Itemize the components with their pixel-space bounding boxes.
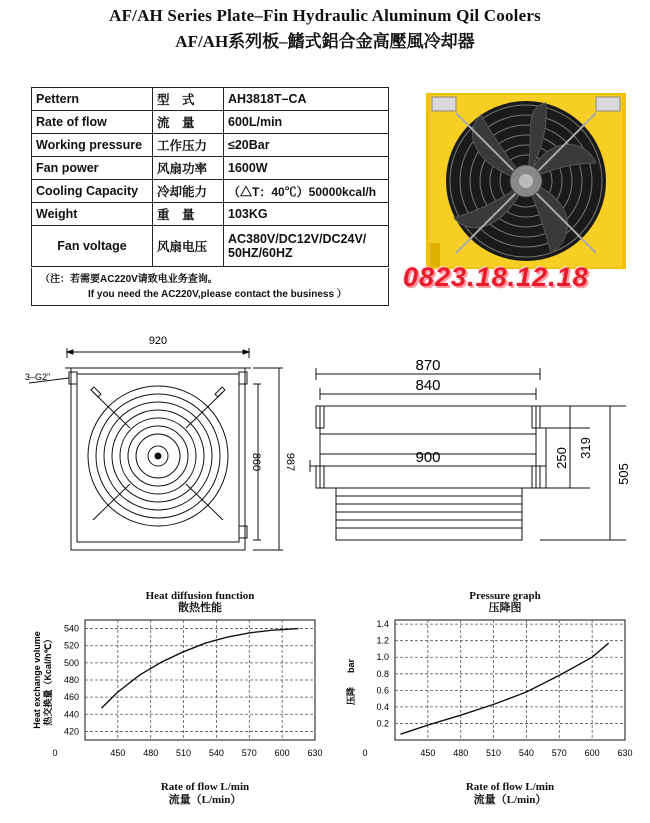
y-tick-label: 500 (63, 657, 79, 668)
spec-label-cn: 风扇电压 (153, 226, 224, 267)
spec-label-cn: 冷却能力 (153, 180, 224, 203)
spec-row (32, 134, 389, 157)
spec-label-en: Fan voltage (32, 226, 153, 267)
spec-note (31, 268, 389, 306)
spec-row (32, 157, 389, 180)
x-tick-label: 0 (362, 748, 368, 758)
spec-row (32, 111, 389, 134)
spec-label-en: Working pressure (32, 134, 153, 157)
y-tick-label: 0.8 (376, 668, 389, 679)
y-axis-label-en: Heat exchange volume (32, 631, 42, 729)
spec-label-cn: 流 量 (153, 111, 224, 134)
chart1-title-cn: 散热性能 (178, 602, 222, 614)
port-label: 3–G2” (25, 372, 51, 382)
chart2-xlabel-en: Rate of flow L/min (465, 781, 555, 793)
dim-width: 920 (148, 335, 168, 347)
spec-value: 1600W (224, 157, 389, 180)
chart1-xlabel-en: Rate of flow L/min (160, 781, 250, 793)
dim-height-outer: 987 (284, 452, 296, 472)
spec-label-cn: 风扇功率 (153, 157, 224, 180)
plot-frame (395, 620, 625, 740)
spec-label-en: Rate of flow (32, 111, 153, 134)
y-axis-label-en: bar (346, 658, 356, 674)
spec-label-cn: 型 式 (153, 88, 224, 111)
spec-value: 600L/min (224, 111, 389, 134)
x-tick-label: 450 (420, 748, 436, 758)
x-tick-label: 0 (52, 748, 58, 758)
x-tick-label: 600 (274, 748, 290, 758)
x-tick-label: 540 (208, 748, 224, 758)
title-chinese: AF/AH系列板–鰭式鋁合金高壓風冷却器 (175, 32, 475, 51)
front-view-drawing (25, 328, 305, 568)
spec-row (32, 88, 389, 111)
series-line (101, 629, 298, 709)
y-tick-label: 1.4 (376, 619, 389, 630)
spec-label-en: Weight (32, 203, 153, 226)
product-photo (426, 93, 626, 269)
dim-mid-900: 900 (415, 449, 441, 466)
pressure-chart (340, 612, 640, 772)
dim-top-840: 840 (415, 377, 441, 394)
x-tick-label: 630 (617, 748, 633, 758)
y-tick-label: 540 (63, 623, 79, 634)
heat-diffusion-chart (30, 612, 330, 772)
y-tick-label: 0.2 (376, 718, 389, 729)
spec-table (31, 87, 389, 267)
x-tick-label: 450 (110, 748, 126, 758)
y-axis-label-cn: 压降 (346, 686, 356, 706)
note-en: If you need the AC220V,please contact the business ） (88, 289, 347, 300)
spec-value-line1: AC380V/DC12V/DC24V/ (228, 232, 367, 246)
y-tick-label: 480 (63, 675, 79, 685)
x-tick-label: 600 (584, 748, 600, 758)
chart2-title (395, 590, 615, 614)
dim-h-250: 250 (554, 447, 569, 469)
x-tick-label: 630 (307, 748, 323, 758)
y-tick-label: 460 (63, 692, 79, 703)
spec-label-cn: 重 量 (153, 203, 224, 226)
note-cn: （注：若需要AC220V请致电业务查询。 (40, 274, 218, 285)
spec-value (224, 226, 389, 267)
phone-number: 0823.18.12.18 (403, 262, 589, 292)
x-tick-label: 510 (176, 748, 192, 758)
spec-value: 103KG (224, 203, 389, 226)
chart2-xlabel-cn: 流量（L/min） (473, 794, 547, 806)
dim-height-inner: 860 (250, 452, 262, 472)
x-tick-label: 540 (518, 748, 534, 758)
chart2-title-en: Pressure graph (469, 590, 541, 602)
x-tick-label: 480 (453, 748, 469, 758)
chart1-title (85, 590, 315, 614)
y-tick-label: 420 (63, 726, 79, 737)
chart1-xlabel-cn: 流量（L/min） (168, 794, 242, 806)
spec-value: AH3818T–CA (224, 88, 389, 111)
y-tick-label: 0.6 (376, 685, 389, 696)
y-tick-label: 0.4 (376, 701, 389, 712)
dim-h-505: 505 (616, 463, 631, 485)
spec-value: ≤20Bar (224, 134, 389, 157)
title-english: AF/AH Series Plate–Fin Hydraulic Aluminum Qil Coolers (109, 6, 541, 25)
x-tick-label: 480 (143, 748, 159, 758)
spec-row (32, 226, 389, 267)
spec-value: （△T：40℃）50000kcal/h (224, 180, 389, 203)
y-axis-label-cn: 热交换量（Kcal/h℃） (43, 634, 53, 726)
chart2-xlabel (390, 781, 630, 807)
spec-row (32, 180, 389, 203)
x-tick-label: 570 (241, 748, 257, 758)
chart1-xlabel (85, 781, 325, 807)
y-tick-label: 520 (63, 640, 79, 651)
spec-row (32, 203, 389, 226)
chart1-title-en: Heat diffusion function (145, 590, 255, 602)
x-tick-label: 510 (486, 748, 502, 758)
side-view-drawing (300, 350, 635, 550)
spec-label-en: Cooling Capacity (32, 180, 153, 203)
spec-label-cn: 工作压力 (153, 134, 224, 157)
spec-label-en: Fan power (32, 157, 153, 180)
spec-label-en: Pettern (32, 88, 153, 111)
x-tick-label: 570 (551, 748, 567, 758)
spec-value-line2: 50HZ/60HZ (228, 246, 293, 260)
y-tick-label: 440 (63, 709, 79, 720)
chart2-title-cn: 压降图 (488, 602, 522, 614)
y-tick-label: 1.2 (376, 635, 389, 646)
y-tick-label: 1.0 (376, 652, 389, 663)
dim-top-870: 870 (415, 357, 441, 374)
dim-h-319: 319 (578, 437, 593, 459)
